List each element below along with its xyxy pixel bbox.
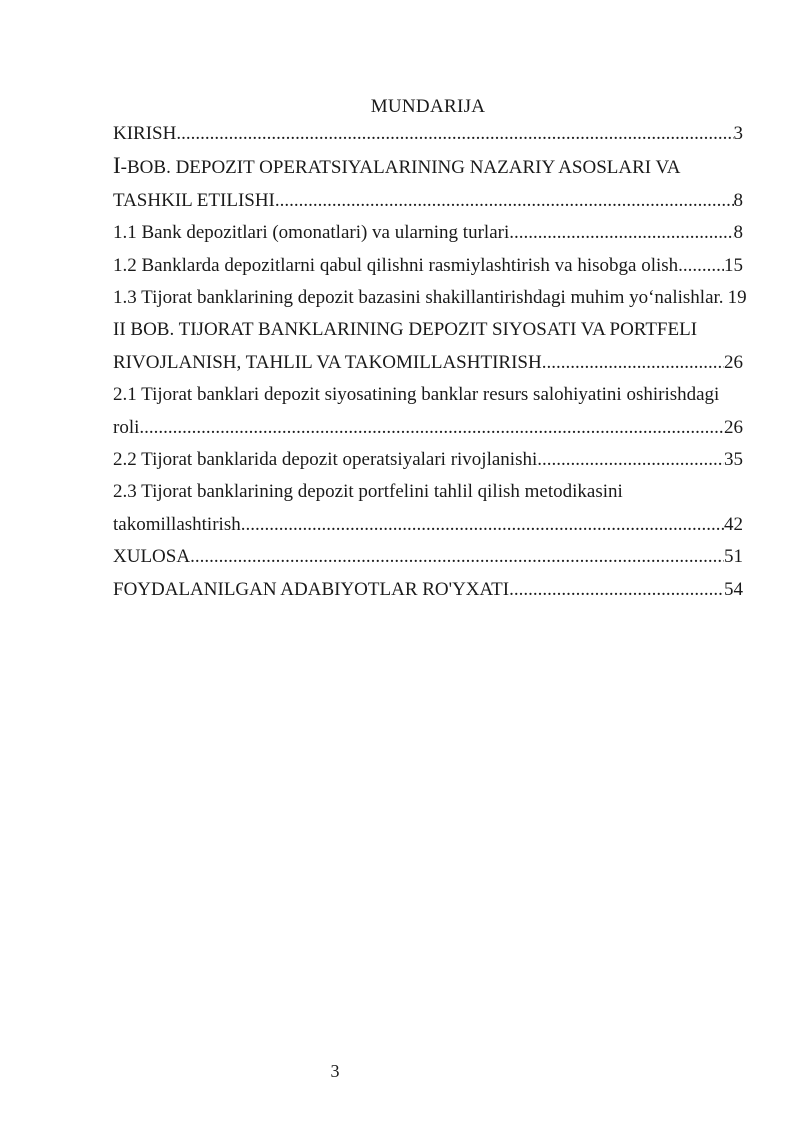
toc-line <box>113 185 743 217</box>
toc-page-number: 8 <box>733 222 743 244</box>
toc-title: MUNDARIJA <box>370 96 486 117</box>
toc-line <box>113 412 743 444</box>
toc-page-number: 26 <box>724 351 743 373</box>
toc-line <box>113 314 743 346</box>
toc-entry-text: 1.1 Bank depozitlari (omonatlari) va ularning turlari <box>113 222 510 244</box>
dot-leader <box>542 347 724 379</box>
toc-line <box>113 574 743 606</box>
toc-entry-text: 2.1 Tijorat banklari depozit siyosatining banklar resurs salohiyatini oshirishdagi <box>113 384 720 406</box>
toc-entry-text: FOYDALANILGAN ADABIYOTLAR RO'YXATI <box>113 578 510 600</box>
dot-leader <box>176 118 733 150</box>
toc-line <box>113 282 747 314</box>
dot-leader <box>275 185 734 217</box>
toc-line <box>113 444 743 476</box>
toc-line <box>113 347 743 379</box>
dot-leader <box>509 574 724 606</box>
dot-leader <box>509 217 733 249</box>
dot-leader <box>190 541 724 573</box>
dot-leader <box>678 250 724 282</box>
toc-entry-text: 1.3 Tijorat banklarining depozit bazasini shakillantirishdagi muhim yo‘nalishlar. <box>113 287 724 309</box>
toc-entry-text: roli <box>113 416 140 438</box>
toc-page-number: 42 <box>724 513 743 535</box>
toc-entry-text: XULOSA <box>113 546 191 568</box>
toc-page-number: 35 <box>724 449 743 471</box>
toc-entry-text: 2.2 Tijorat banklarida depozit operatsiyalari rivojlanishi <box>113 449 538 471</box>
toc-entry-text: -BOB. DEPOZIT OPERATSIYALARINING NAZARIY ASOSLARI VA <box>120 157 681 179</box>
toc-entry-text: 1.2 Banklarda depozitlarni qabul qilishni rasmiylashtirish va hisobga olish <box>113 254 679 276</box>
page-number: 3 <box>330 1061 340 1081</box>
table-of-contents <box>113 95 747 606</box>
toc-page-number: 54 <box>724 578 743 600</box>
toc-entry-text: KIRISH <box>113 123 177 144</box>
toc-line <box>113 150 743 184</box>
toc-line <box>113 217 743 249</box>
toc-page-number: 15 <box>724 254 743 276</box>
toc-entry-text: RIVOJLANISH, TAHLIL VA TAKOMILLASHTIRISH <box>113 351 542 373</box>
toc-line <box>113 379 743 411</box>
toc-entry-text: takomillashtirish <box>113 513 241 535</box>
toc-page-number: 8 <box>733 189 743 211</box>
toc-page-number: 19 <box>727 287 747 309</box>
toc-line <box>113 476 743 508</box>
dot-leader <box>241 509 724 541</box>
dot-leader <box>537 444 724 476</box>
toc-entry-text: TASHKIL ETILISHI <box>113 189 275 211</box>
toc-entry-text: II BOB. TIJORAT BANKLARINING DEPOZIT SIYOSATI VA PORTFELI <box>113 319 698 341</box>
toc-line <box>113 250 743 282</box>
toc-entry-lead-cap: I <box>113 153 121 179</box>
toc-page-number: 26 <box>724 416 743 438</box>
toc-page-number: 3 <box>733 123 743 144</box>
toc-entry-text: 2.3 Tijorat banklarining depozit portfelini tahlil qilish metodikasini <box>113 481 623 503</box>
toc-line <box>113 509 743 541</box>
dot-leader <box>139 412 724 444</box>
toc-line <box>113 118 743 150</box>
toc-line <box>113 541 743 573</box>
toc-page-number: 51 <box>724 546 743 568</box>
